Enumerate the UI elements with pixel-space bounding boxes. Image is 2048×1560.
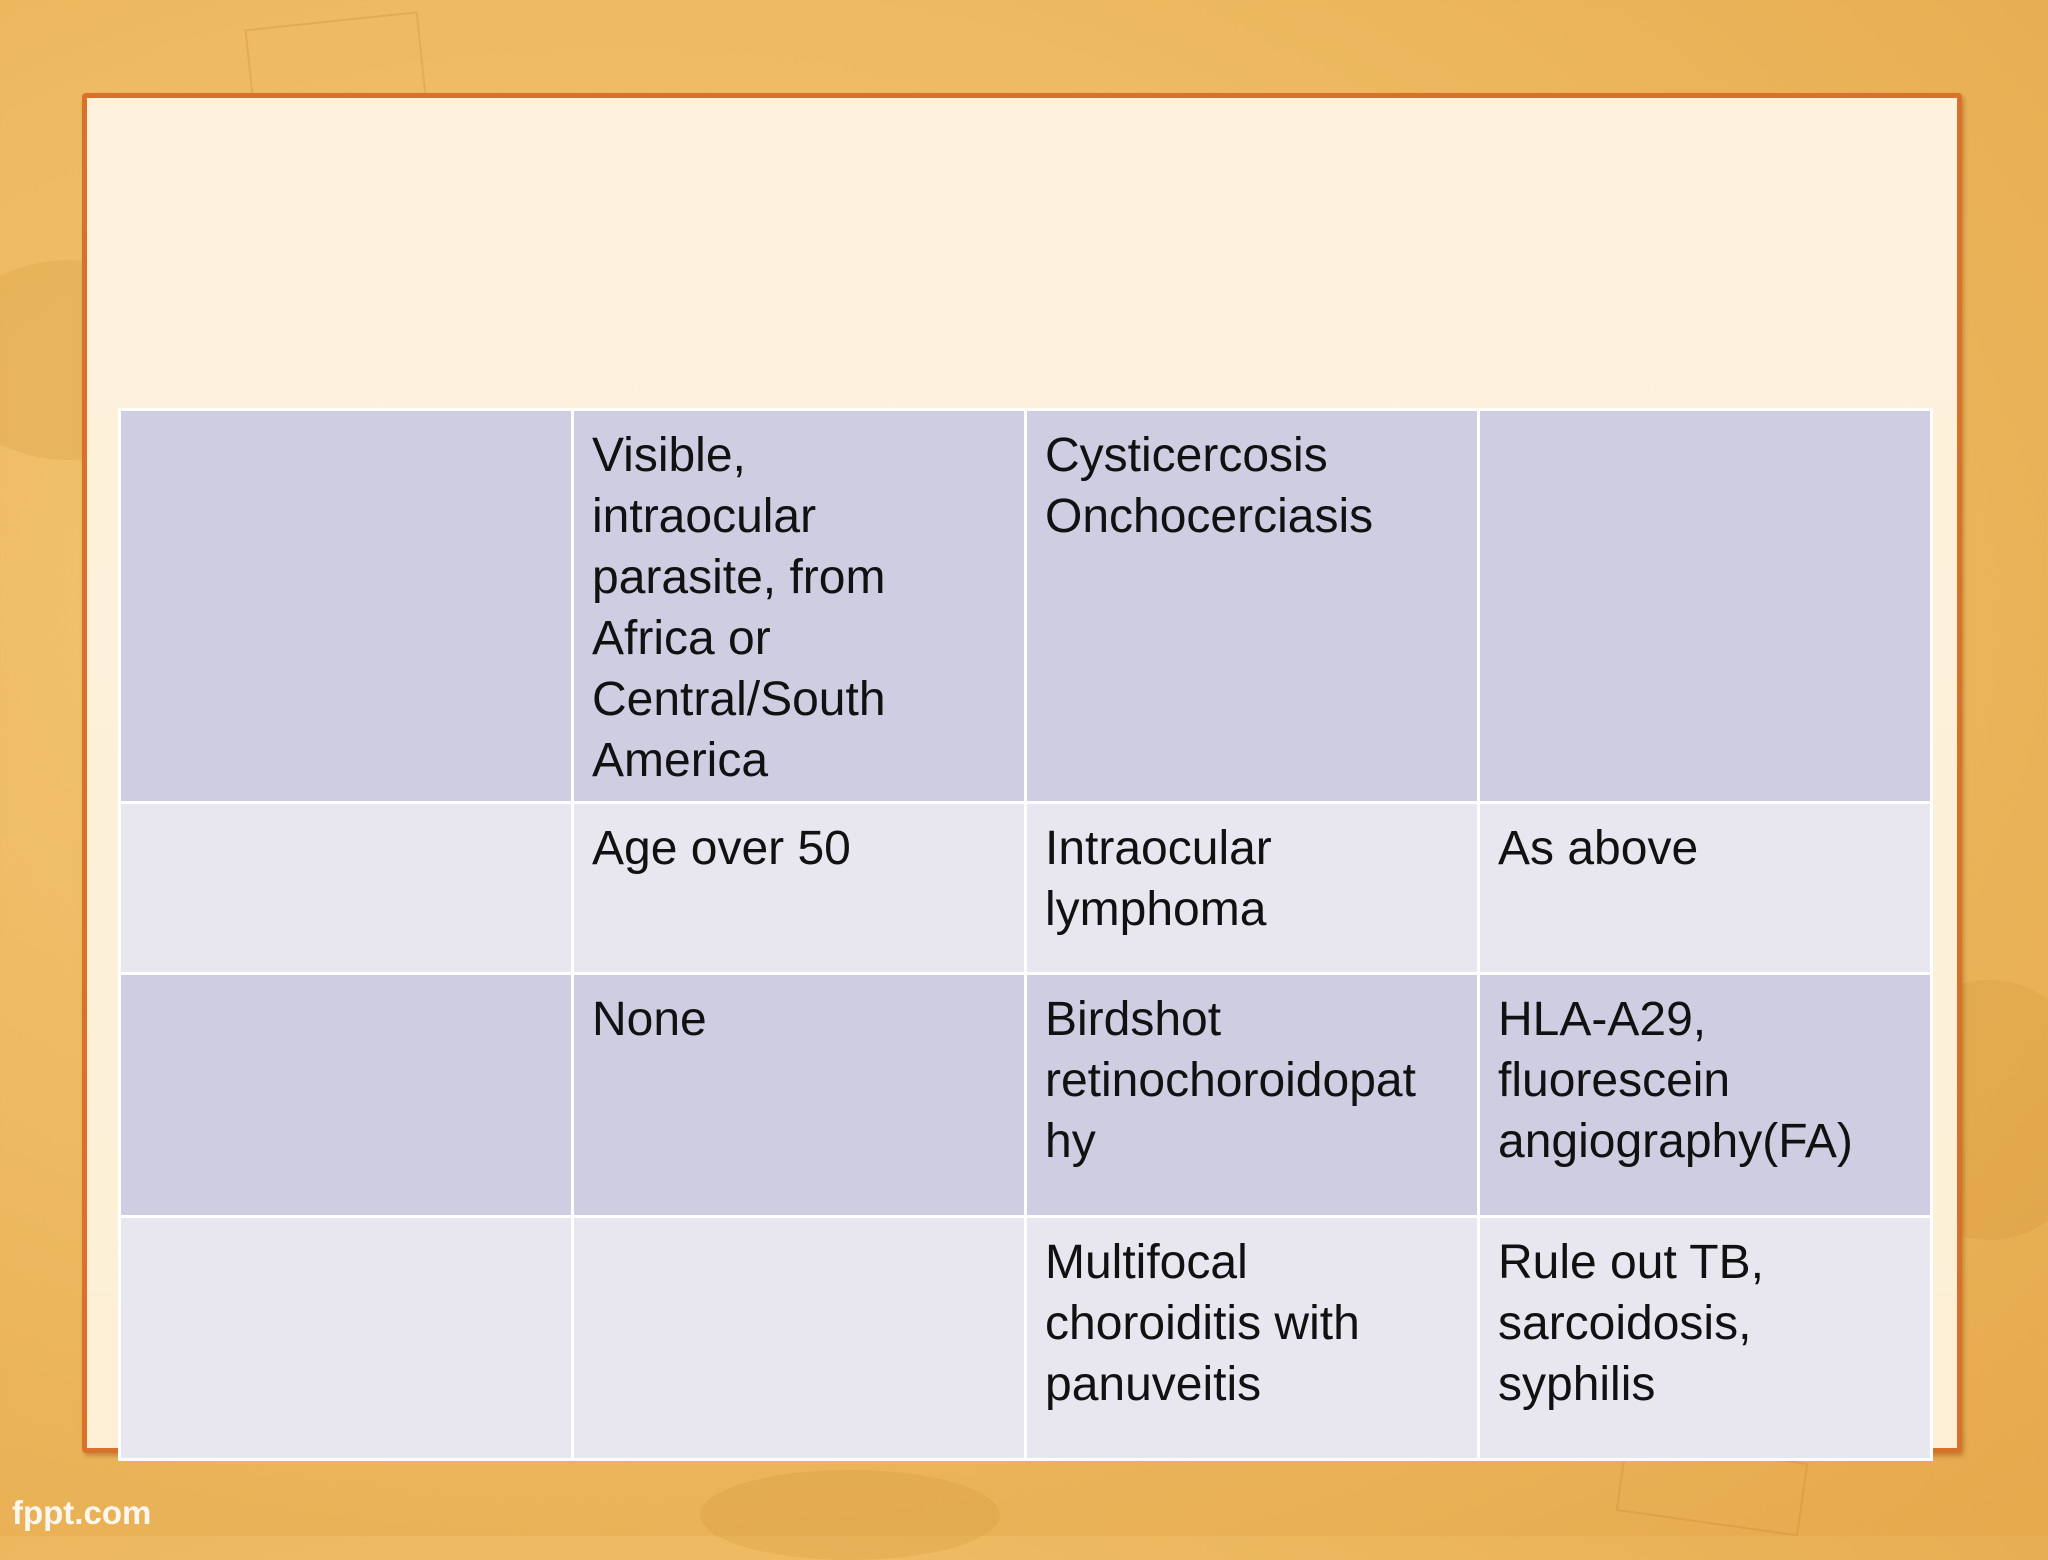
table-cell — [120, 1217, 573, 1460]
table-cell — [120, 974, 573, 1217]
table-cell — [573, 974, 1026, 1217]
table-cell — [120, 803, 573, 974]
cell-text: Birdshot retinochoroidopat hy — [1045, 993, 1416, 1168]
table-cell — [1026, 974, 1479, 1217]
cell-text: Intraocular lymphoma — [1045, 822, 1272, 936]
cell-text: Visible, intraocular parasite, from Africa or Central/South America — [592, 429, 886, 787]
table-cell — [573, 803, 1026, 974]
diagnosis-table — [118, 408, 1933, 1461]
table-cell — [1026, 803, 1479, 974]
table-row — [120, 974, 1932, 1217]
fppt-watermark-logo: fppt.com — [12, 1494, 152, 1531]
table-cell — [1479, 410, 1932, 803]
table-cell — [1026, 410, 1479, 803]
cell-text: Rule out TB, sarcoidosis, syphilis — [1498, 1236, 1764, 1411]
table-row — [120, 410, 1932, 803]
cell-text: Multifocal choroiditis with panuveitis — [1045, 1236, 1360, 1411]
background-stain — [700, 1470, 1000, 1560]
table-row — [120, 1217, 1932, 1460]
table-cell — [1479, 803, 1932, 974]
cell-text: As above — [1498, 822, 1699, 875]
table-cell — [573, 1217, 1026, 1460]
cell-text: Cysticercosis Onchocerciasis — [1045, 429, 1374, 543]
table-cell — [1026, 1217, 1479, 1460]
cell-text: Age over 50 — [592, 822, 851, 875]
cell-text: HLA-A29, fluorescein angiography(FA) — [1498, 993, 1853, 1168]
table-cell — [1479, 974, 1932, 1217]
table-row — [120, 803, 1932, 974]
table-cell — [573, 410, 1026, 803]
table-cell — [120, 410, 573, 803]
cell-text: None — [592, 993, 707, 1046]
table-cell — [1479, 1217, 1932, 1460]
